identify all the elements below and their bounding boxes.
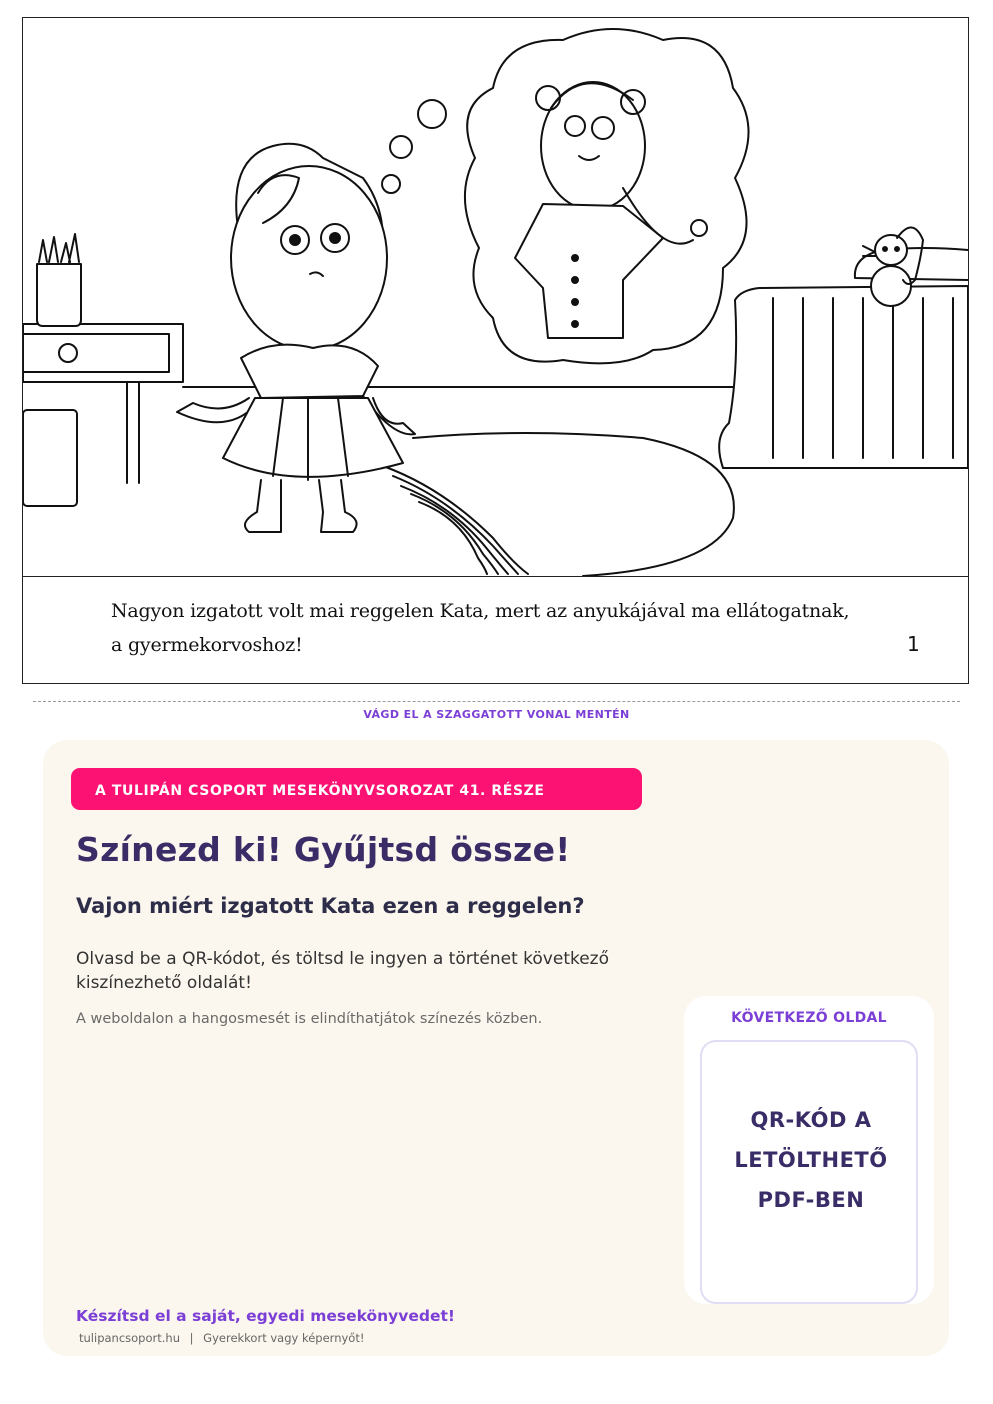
qr-label: KÖVETKEZŐ OLDAL — [731, 1010, 887, 1026]
qr-placeholder-line-1: QR-KÓD A — [750, 1108, 872, 1132]
promo-question: Vajon miért izgatott Kata ezen a reggelen? — [76, 894, 585, 918]
rug — [383, 433, 734, 576]
coloring-page — [22, 17, 969, 684]
qr-placeholder-line-2: LETÖLTHETŐ — [734, 1148, 888, 1172]
footer-cta: Készítsd el a saját, egyedi mesekönyvedet! — [76, 1307, 455, 1325]
qr-placeholder-text — [702, 1100, 920, 1220]
bed — [719, 248, 968, 468]
story-caption — [111, 594, 871, 662]
promo-body-line-1: Olvasd be a QR-kódot, és töltsd le ingyen a történet következő — [76, 949, 610, 969]
promo-body-line-2: kiszínezhető oldalát! — [76, 973, 252, 993]
promo-title: Színezd ki! Gyűjtsd össze! — [76, 830, 571, 869]
qr-panel — [684, 996, 934, 1304]
promo-card — [43, 740, 949, 1356]
thought-bubble-3 — [418, 100, 446, 128]
thought-bubble-2 — [390, 136, 412, 158]
qr-code-placeholder[interactable] — [700, 1040, 918, 1304]
caption-line-2: a gyermekorvoshoz! — [111, 634, 303, 656]
footer-separator: | — [189, 1331, 194, 1345]
cut-instruction: VÁGD EL A SZAGGATOTT VONAL MENTÉN — [363, 708, 630, 721]
kata-figure — [177, 144, 415, 532]
footer-meta — [76, 1331, 367, 1345]
caption-divider — [23, 576, 968, 577]
thought-bubble-1 — [382, 175, 400, 193]
qr-placeholder-line-3: PDF-BEN — [757, 1188, 865, 1212]
coloring-illustration — [23, 18, 968, 576]
promo-note: A weboldalon a hangosmesét is elindíthatjátok színezés közben. — [76, 1011, 543, 1027]
desk — [23, 324, 183, 506]
page-number: 1 — [907, 632, 920, 656]
footer-site-link[interactable]: tulipancsoport.hu — [79, 1331, 180, 1345]
dashed-cut-line — [33, 701, 960, 702]
footer-tagline: Gyerekkort vagy képernyőt! — [203, 1331, 365, 1345]
caption-line-1: Nagyon izgatott volt mai reggelen Kata, mert az anyukájával ma ellátogatnak, — [111, 600, 850, 622]
pencil-cup — [37, 234, 81, 326]
series-badge: A TULIPÁN CSOPORT MESEKÖNYVSOROZAT 41. RÉSZE — [71, 768, 642, 810]
promo-body — [76, 947, 676, 995]
